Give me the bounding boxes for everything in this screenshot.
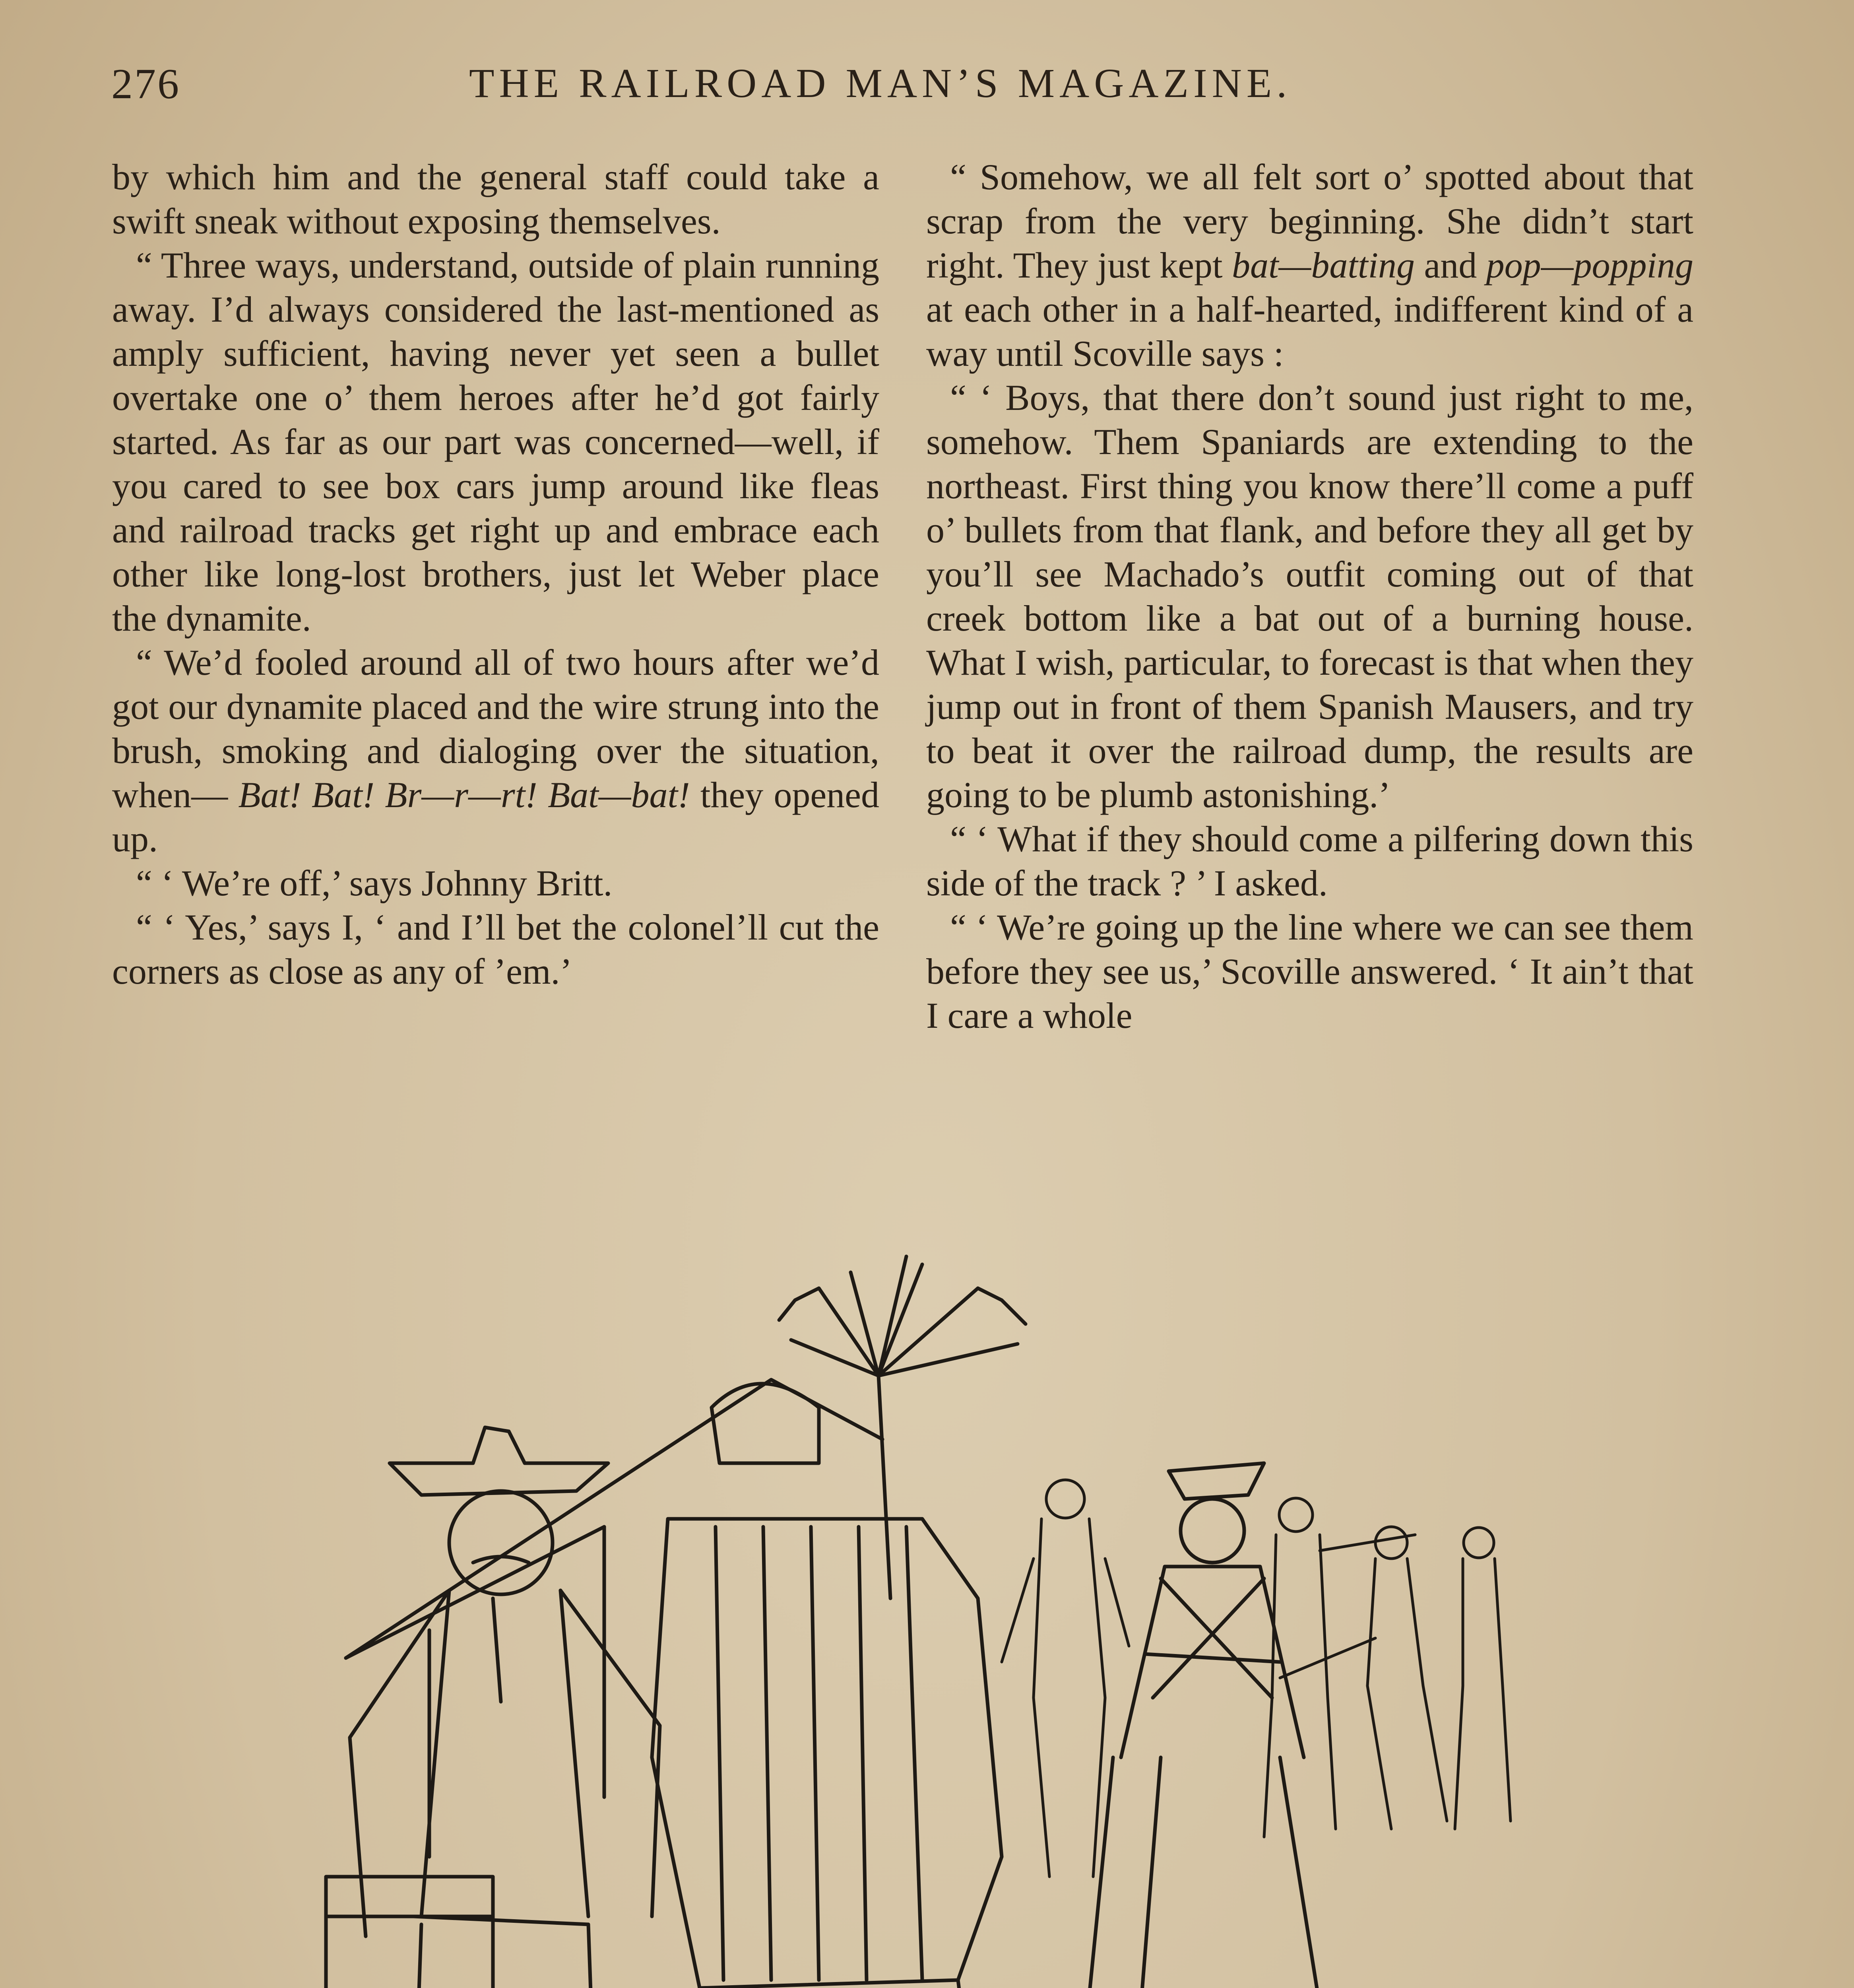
paragraph: by which him and the general staff could take a swift sneak without exposing themselves. [112, 157, 879, 241]
paragraph [926, 155, 1693, 376]
italic-text: bat—batting [1231, 245, 1415, 285]
paragraph: “ ‘ What if they should come a pilfering down this side of the track ? ’ I asked. [926, 819, 1693, 903]
paragraph-text: they opened up. [112, 775, 880, 859]
paragraph-text: at each other in a half-hearted, indifferent kind of a way until Scoville says : [926, 289, 1693, 374]
paragraph: “ ‘ We’re going up the line where we can see them before they see us,’ Scoville answered. ‘ It ain’t that I care a whole [926, 907, 1693, 1036]
italic-text: Bat! Bat! Br—r—rt! Bat—bat! [238, 775, 690, 815]
italic-text: pop—popping [1486, 245, 1694, 285]
paragraph-text: “ We’d fooled around all of two hours after we’d got our dynamite placed and the wire strung into the brush, smoking and dialoging over the situation, when— [112, 642, 879, 815]
magazine-title: THE RAILROAD MAN’S MAGAZINE. [469, 60, 1292, 106]
paragraph-text: and [1424, 245, 1477, 285]
officer-figure [1089, 1463, 1391, 1988]
left-column [112, 155, 879, 994]
illustration [302, 1241, 1574, 1988]
tent [346, 1380, 882, 1857]
paragraph: “ ‘ Yes,’ says I, ‘ and I’ll bet the colonel’ll cut the corners as close as any of ’em.’ [112, 907, 879, 992]
page-header [111, 60, 1693, 123]
right-column [926, 155, 1693, 1038]
paragraph: “ Three ways, understand, outside of plain running away. I’d always considered the last-mentioned as amply sufficient, having never yet seen a bullet overtake one o’ them heroes after he’d got fairly started. As far as our part was concerned—well, if you cared to see box cars jump around like fleas and railroad tracks get right up and embrace each other like long-lost brothers, just let Weber place the dynamite. [112, 245, 879, 639]
paragraph: “ ‘ Boys, that there don’t sound just right to me, somehow. Them Spaniards are extending to the northeast. First thing you know there’ll come a puff o’ bullets from that flank, and before they all get by you’ll see Machado’s outfit coming out of that creek bottom like a bat out of a burning house. What I wish, particular, to forecast is that when they jump out in front of them Spanish Mausers, and try to beat it over the railroad dump, the results are going to be plumb astonishing.’ [926, 377, 1693, 815]
young-man [652, 1384, 1057, 1988]
mustached-man [350, 1427, 660, 1988]
page-number: 276 [111, 60, 180, 108]
paragraph [112, 641, 879, 861]
palm-tree [779, 1256, 1026, 1598]
paragraph-text: “ Somehow, we all felt sort o’ spotted about that scrap from the very beginning. She didn’t start right. They just kept [926, 157, 1693, 285]
paragraph: “ ‘ We’re off,’ says Johnny Britt. [136, 863, 613, 903]
